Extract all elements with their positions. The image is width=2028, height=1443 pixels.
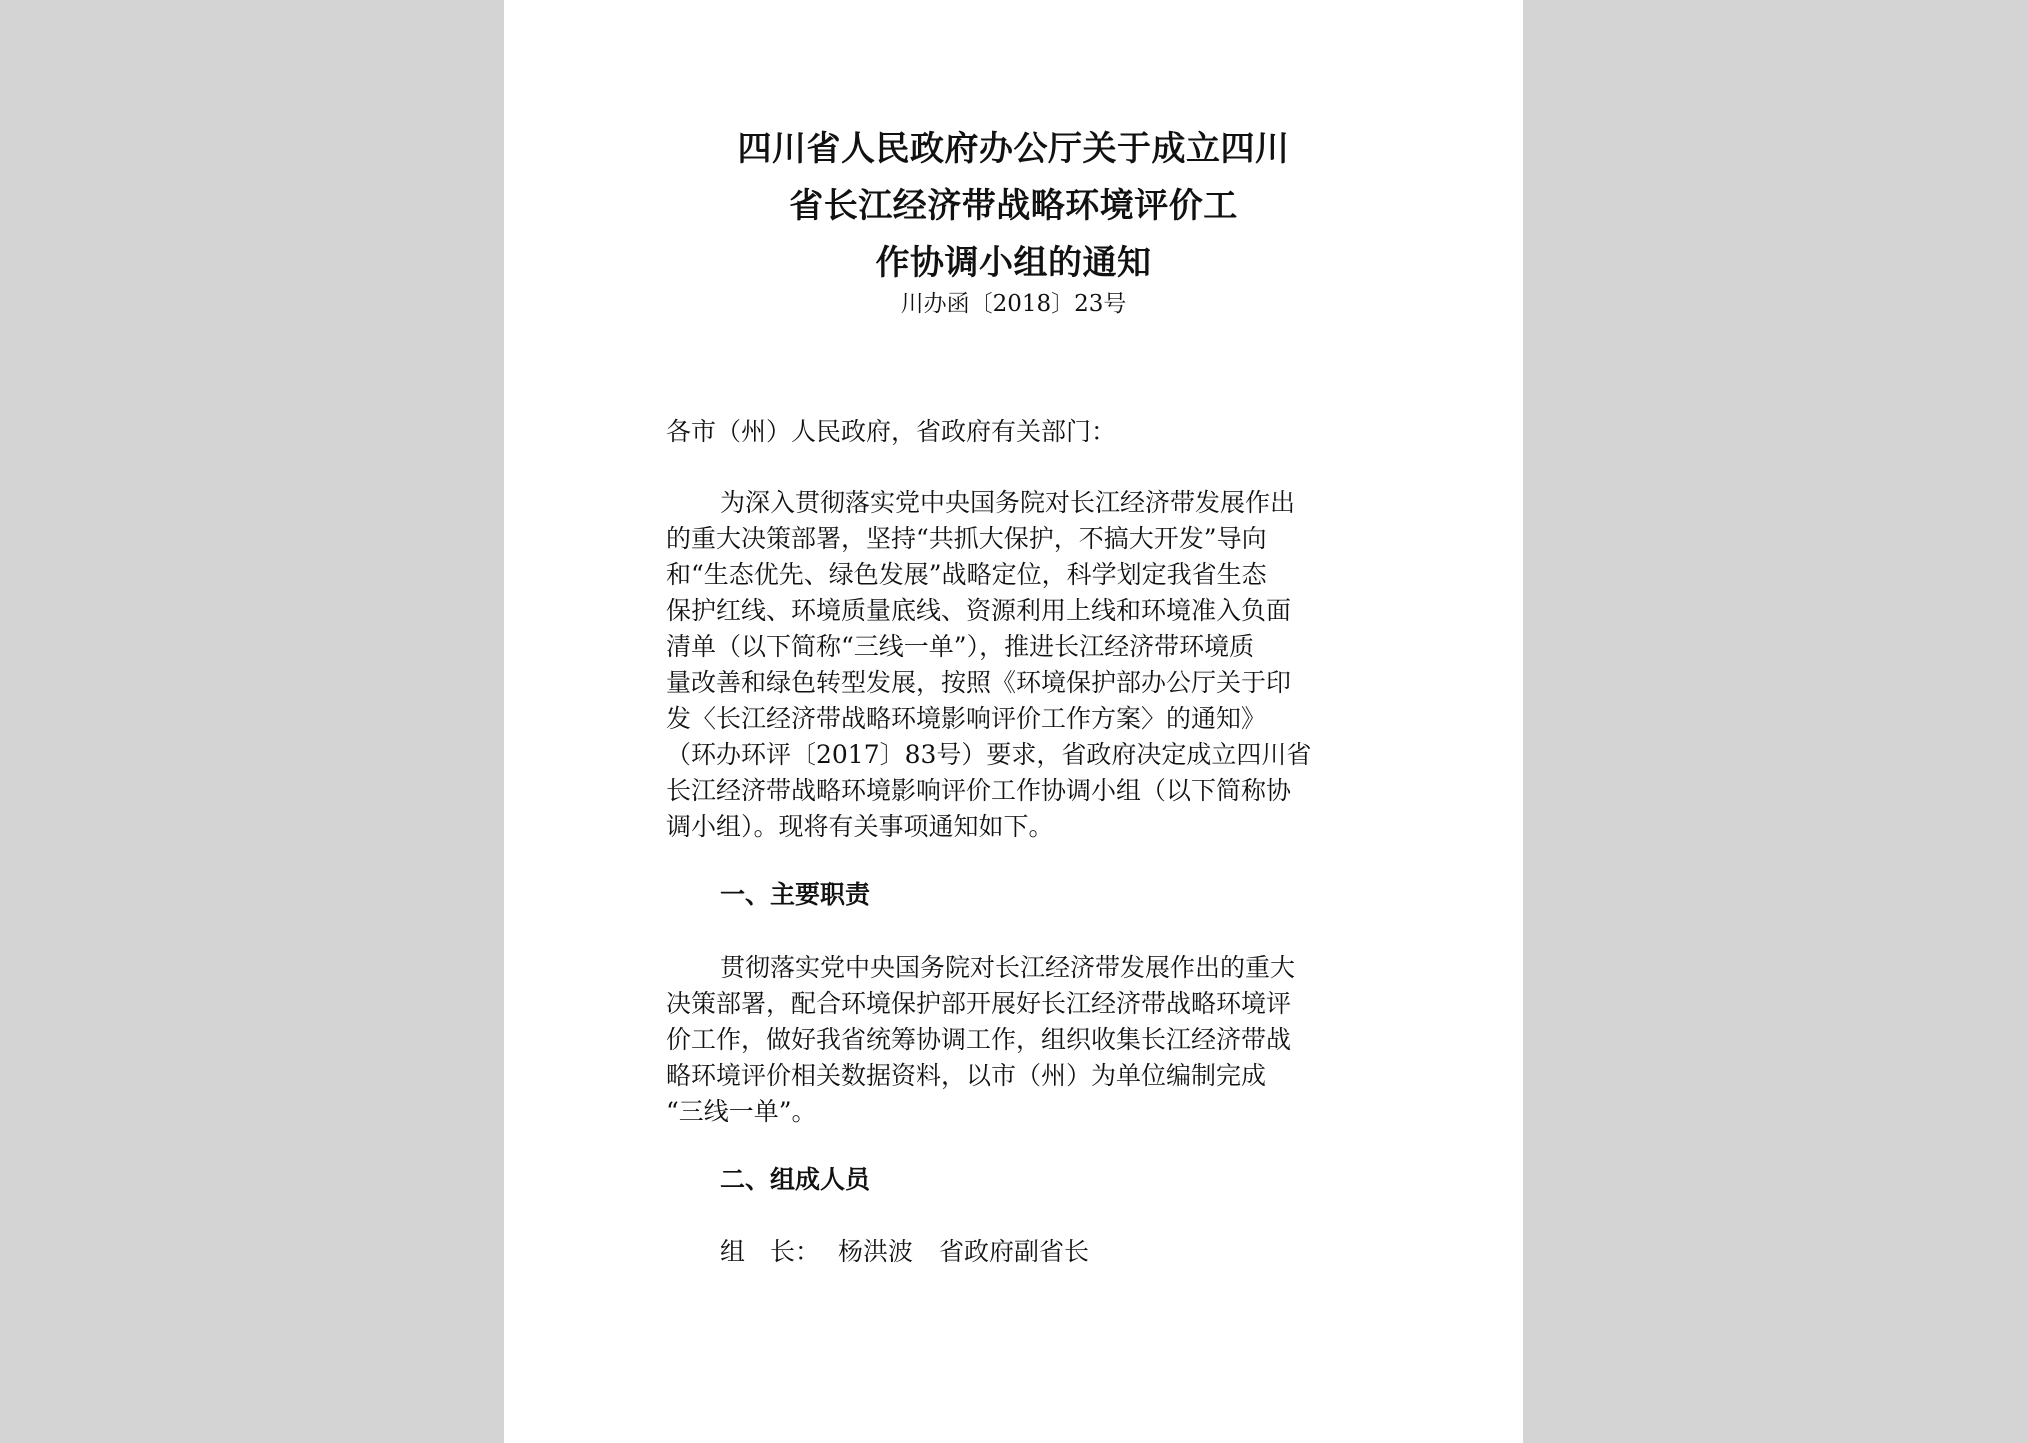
member-position: 省政府副省长 xyxy=(939,1237,1090,1266)
title-line: 作协调小组的通知 xyxy=(875,243,1152,283)
title-line: 省长江经济带战略环境评价工 xyxy=(789,186,1238,226)
member-name: 杨洪波 xyxy=(838,1237,914,1266)
paragraph-line: 价工作，做好我省统筹协调工作，组织收集长江经济带战 xyxy=(666,1025,1292,1054)
member-row xyxy=(666,1234,1366,1270)
section-heading: 二、组成人员 xyxy=(720,1165,871,1194)
section2-heading-block xyxy=(666,1162,1366,1198)
document-number: 川办函〔2018〕23号 xyxy=(900,291,1127,317)
paragraph-line: 清单（以下简称“三线一单”），推进长江经济带环境质 xyxy=(666,632,1255,661)
paragraph-line: 保护红线、环境质量底线、资源利用上线和环境准入负面 xyxy=(666,596,1292,625)
paragraph-line: 的重大决策部署，坚持“共抓大保护，不搞大开发”导向 xyxy=(666,524,1267,553)
paragraph-line: 和“生态优先、绿色发展”战略定位，科学划定我省生态 xyxy=(666,560,1267,589)
intro-paragraph xyxy=(666,485,1366,845)
paragraph-line: （环办环评〔2017〕83号）要求，省政府决定成立四川省 xyxy=(666,740,1312,769)
document-page xyxy=(504,0,1523,1443)
paragraph-line: 调小组）。现将有关事项通知如下。 xyxy=(666,812,1054,841)
paragraph-line: 为深入贯彻落实党中央国务院对长江经济带发展作出 xyxy=(720,488,1296,517)
paragraph-line: 决策部署，配合环境保护部开展好长江经济带战略环境评 xyxy=(666,989,1292,1018)
paragraph-line: “三线一单”。 xyxy=(666,1097,817,1126)
member-list xyxy=(666,1234,1366,1270)
salutation-block xyxy=(666,414,1366,450)
paragraph-line: 贯彻落实党中央国务院对长江经济带发展作出的重大 xyxy=(720,953,1296,982)
document-title xyxy=(504,121,1523,292)
paragraph-line: 长江经济带战略环境影响评价工作协调小组（以下简称协 xyxy=(666,776,1292,805)
section1-paragraph xyxy=(666,950,1366,1130)
title-line: 四川省人民政府办公厅关于成立四川 xyxy=(737,129,1290,169)
section1-heading-block xyxy=(666,877,1366,913)
paragraph-line: 略环境评价相关数据资料，以市（州）为单位编制完成 xyxy=(666,1061,1267,1090)
section-heading: 一、主要职责 xyxy=(720,880,871,909)
salutation: 各市（州）人民政府，省政府有关部门： xyxy=(666,417,1117,446)
member-role: 组 长： xyxy=(720,1237,821,1266)
paragraph-line: 量改善和绿色转型发展，按照《环境保护部办公厅关于印 xyxy=(666,668,1292,697)
paragraph-line: 发〈长江经济带战略环境影响评价工作方案〉的通知》 xyxy=(666,704,1267,733)
